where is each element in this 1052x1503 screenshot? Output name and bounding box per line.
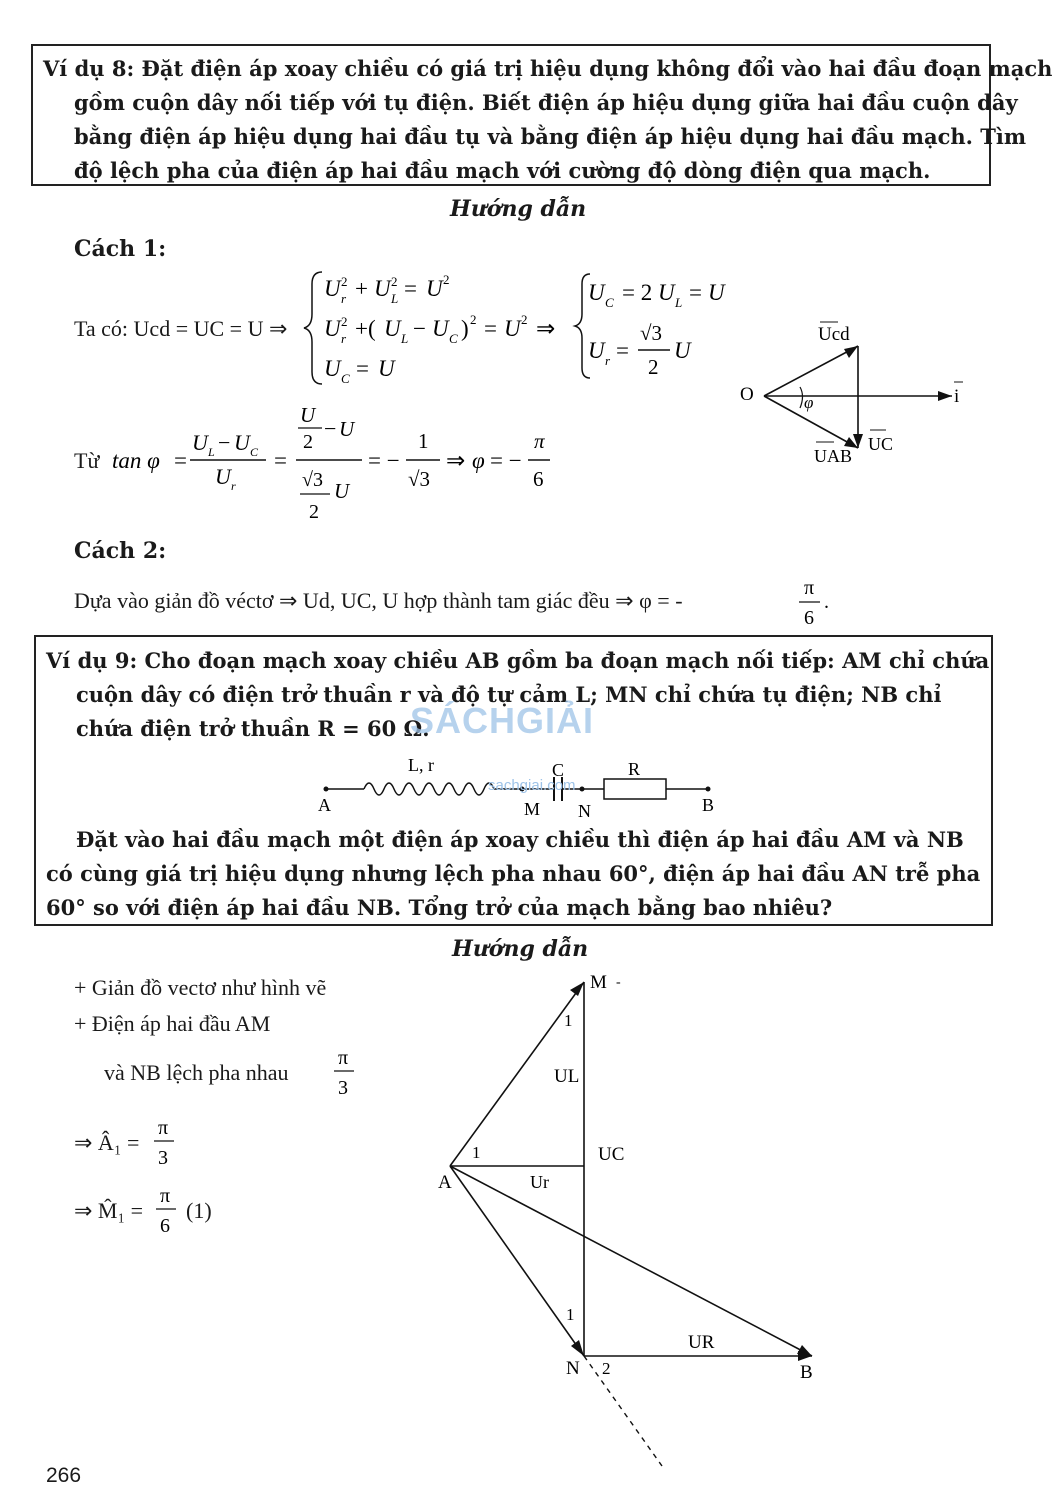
svg-text:2: 2 [341,314,348,329]
example-8-box [31,44,1052,186]
svg-text:L: L [208,445,215,459]
tan-prefix: Từ [74,448,100,473]
svg-text:A: A [438,1172,452,1193]
svg-text:U: U [426,276,443,301]
phasor-diagram-2 [430,966,850,1476]
svg-text:U: U [708,280,725,305]
example-9-line: cuộn dây có điện trở thuần r và độ tự cảm L; MN chỉ chứa tụ điện; NB chỉ [76,682,942,707]
label-phi: φ [804,393,814,412]
svg-text:2: 2 [341,274,348,289]
example-8-line: độ lệch pha của điện áp hai đầu mạch với cường độ dòng điện qua mạch. [74,158,931,183]
svg-text:R: R [628,759,641,779]
svg-text:r: r [231,479,236,493]
svg-text:=: = [174,448,187,473]
svg-text:N: N [566,1358,580,1379]
svg-text:π: π [534,429,545,453]
svg-text:C: C [449,331,458,346]
svg-text:√3: √3 [302,469,323,491]
svg-text:U: U [504,316,521,341]
example-9-line: chứa điện trở thuần R = 60 Ω. [76,716,430,741]
svg-text:3: 3 [158,1147,168,1169]
svg-text:U: U [658,280,675,305]
example-8-line: bằng điện áp hiệu dụng hai đầu tụ và bằng điện áp hiệu dụng hai đầu mạch. Tìm [74,124,1027,149]
svg-text:U: U [588,338,605,363]
watermark-logo: SÁCHGIẢI [410,700,595,741]
svg-text:r: r [341,331,347,346]
svg-text:2: 2 [309,501,319,523]
svg-text:= −: = − [490,448,522,473]
svg-text:φ: φ [472,448,485,473]
svg-text:U: U [324,316,341,341]
svg-text:U: U [384,316,401,341]
svg-text:M: M [590,972,607,993]
svg-text:U: U [300,403,316,427]
label-uab: UAB [814,446,853,466]
svg-text:L: L [401,331,409,346]
svg-text:2: 2 [391,274,398,289]
svg-text:=: = [274,448,287,473]
tan-phi-equation [110,398,570,528]
svg-text:U: U [215,464,231,489]
svg-text:1: 1 [564,1011,573,1030]
guide-2-fraction-pi-3 [332,1044,362,1104]
svg-text:U: U [234,430,250,455]
svg-text:C: C [605,295,614,310]
svg-text:6: 6 [533,467,544,491]
svg-text:1: 1 [418,429,429,453]
example-9-line: Đặt vào hai đầu mạch một điện áp xoay chiều thì điện áp hai đầu AM và NB [76,827,964,852]
svg-text:U: U [334,479,350,503]
svg-text:π: π [338,1047,349,1069]
svg-text:M: M [524,799,541,819]
svg-text:r: r [605,353,611,368]
svg-text:= 2: = 2 [622,280,653,305]
equation-system-2 [572,270,742,382]
svg-text:A: A [318,795,331,815]
example-9-line: có cùng giá trị hiệu dụng nhưng lệch pha nhau 60°, điện áp hai đầu AN trễ pha [46,861,981,886]
equation-system-1 [300,268,590,388]
svg-text:π: π [158,1117,169,1139]
watermark-url: sachgiai.com [488,777,576,794]
guide-title: Hướng dẫn [450,196,587,222]
svg-text:2: 2 [648,355,659,379]
svg-text:U: U [374,276,391,301]
svg-text:=: = [484,316,497,341]
svg-text:B: B [800,1362,813,1383]
guide-title-2: Hướng dẫn [452,936,589,962]
svg-text:r: r [341,291,347,306]
svg-text:U: U [674,338,691,363]
svg-text:B: B [702,795,715,815]
svg-text:L: L [675,295,683,310]
svg-text:3: 3 [338,1077,348,1099]
svg-text:⇒: ⇒ [536,316,556,341]
svg-text:+: + [355,276,368,301]
guide-2-line-1: + Giản đồ vectơ như hình vẽ [74,975,327,1000]
svg-text:√3: √3 [408,467,431,491]
guide-2-fraction-a1 [152,1114,182,1174]
example-8-line: Ví dụ 8: Đặt điện áp xoay chiều có giá trị hiệu dụng không đổi vào hai đầu đoạn mạch [43,56,1052,81]
svg-text:2: 2 [443,272,450,287]
guide-2-m1: ⇒ M̂₁ = [74,1198,144,1223]
svg-text:−: − [324,416,337,441]
method-2-title: Cách 2: [74,538,167,564]
svg-text:2: 2 [470,312,477,327]
svg-text:tan φ: tan φ [112,448,160,473]
svg-text:U: U [192,430,208,455]
label-o: O [740,384,754,405]
svg-text:=: = [689,280,702,305]
method-2-fraction [796,574,836,632]
svg-text:UR: UR [688,1332,715,1353]
example-9-line: 60° so với điện áp hai đầu NB. Tổng trở của mạch bằng bao nhiêu? [46,895,833,920]
svg-text:L, r: L, r [408,755,434,775]
label-ucd: Ucd [818,324,850,345]
svg-text:−: − [218,430,231,455]
svg-text:-: - [616,975,621,990]
method-2-text: Dựa vào giản đồ véctơ ⇒ Ud, UC, U hợp thành tam giác đều ⇒ φ = - [74,588,683,613]
svg-text:−: − [413,316,426,341]
svg-text:U: U [588,280,605,305]
page-number: 266 [46,1464,82,1487]
svg-text:2: 2 [602,1359,611,1378]
guide-2-line-3: và NB lệch pha nhau [104,1060,289,1085]
svg-text:6: 6 [804,607,814,629]
svg-text:): ) [461,316,469,341]
svg-text:U: U [339,417,355,441]
svg-text:=: = [616,338,629,363]
svg-text:C: C [250,445,259,459]
svg-text:6: 6 [160,1215,170,1237]
svg-text:√3: √3 [640,321,663,345]
svg-text:U: U [324,356,341,381]
svg-text:π: π [804,577,815,599]
ta-co-statement: Ta có: Ucd = UC = U ⇒ [74,316,288,341]
svg-text:π: π [160,1185,171,1207]
svg-text:Ur: Ur [530,1172,549,1192]
label-i: i [954,386,960,407]
svg-text:2: 2 [303,431,313,453]
svg-text:2: 2 [521,312,528,327]
svg-text:U: U [324,276,341,301]
svg-text:U: U [378,356,395,381]
svg-text:UL: UL [554,1066,580,1087]
example-8-line: gồm cuộn dây nối tiếp với tụ điện. Biết điện áp hiệu dụng giữa hai đầu cuộn dây [74,90,1018,115]
label-uc: UC [868,434,894,454]
svg-text:U: U [432,316,449,341]
svg-text:= −: = − [368,448,400,473]
svg-text:=: = [404,276,417,301]
svg-text:N: N [578,801,591,821]
svg-text:UC: UC [598,1144,625,1165]
guide-2-line-2: + Điện áp hai đầu AM [74,1011,271,1036]
svg-text:.: . [824,591,829,613]
svg-text:1: 1 [472,1143,481,1162]
svg-text:+(: +( [355,316,376,341]
svg-text:⇒: ⇒ [446,448,466,473]
guide-2-fraction-m1 [154,1182,184,1242]
svg-text:C: C [341,371,350,386]
phasor-diagram-1 [730,310,990,480]
guide-2-tag: (1) [186,1198,212,1223]
example-9-line: Ví dụ 9: Cho đoạn mạch xoay chiều AB gồm ba đoạn mạch nối tiếp: AM chỉ chứa [46,648,990,673]
svg-text:L: L [391,291,399,306]
method-1-title: Cách 1: [74,236,167,262]
svg-text:=: = [356,356,369,381]
svg-text:1: 1 [566,1305,575,1324]
guide-2-a1: ⇒ Â₁ = [74,1130,140,1155]
svg-text:C: C [552,760,565,780]
